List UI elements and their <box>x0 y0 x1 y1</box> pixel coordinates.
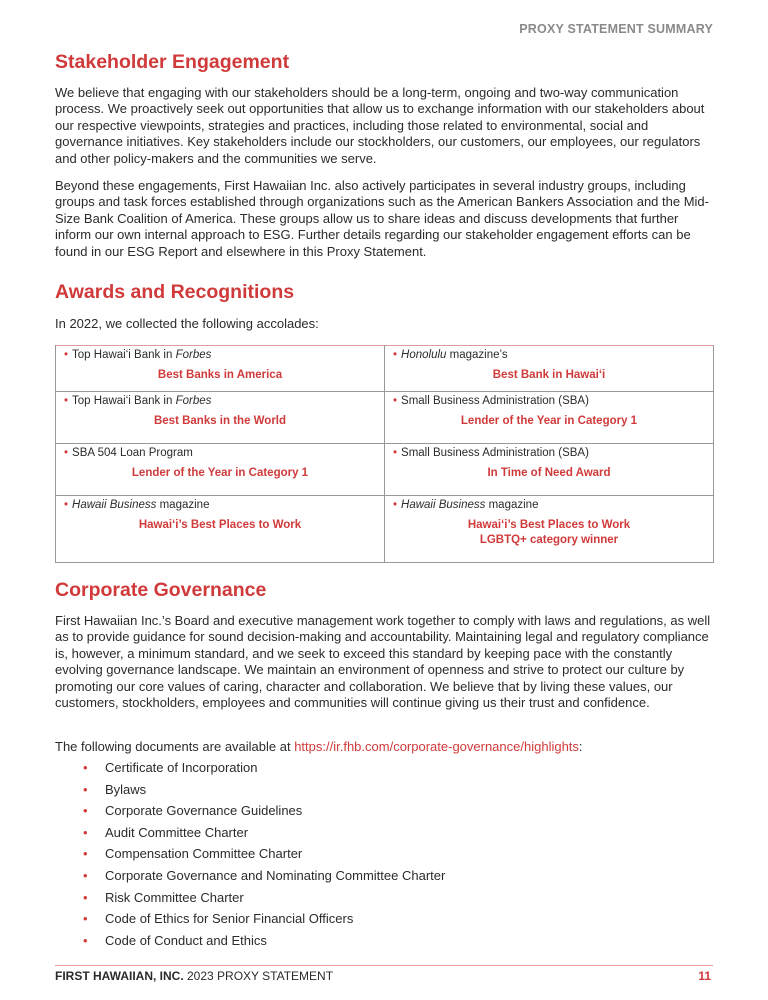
bullet-icon: • <box>393 447 398 459</box>
text: SBA 504 Loan Program <box>72 447 193 459</box>
bullet-icon: • <box>83 781 88 797</box>
award-source <box>64 499 376 511</box>
governance-link[interactable]: https://ir.fhb.com/corporate-governance/highlights <box>294 739 579 754</box>
award-cell <box>56 392 385 444</box>
bullet-icon: • <box>83 911 88 927</box>
award-source <box>393 499 705 511</box>
award-title <box>393 414 705 429</box>
award-name: LGBTQ+ category winner <box>479 534 619 546</box>
award-name: Best Banks in America <box>157 369 283 381</box>
award-title <box>64 414 376 429</box>
heading-stakeholder-engagement: Stakeholder Engagement <box>55 51 290 73</box>
award-title <box>64 518 376 533</box>
bullet-icon: • <box>83 803 88 819</box>
heading-awards: Awards and Recognitions <box>55 281 295 303</box>
paragraph: First Hawaiian Inc.’s Board and executive management work together to comply with laws and regulations, as well as to provide guidance for sound decision-making and accountability. Maintaining legal and regulatory compliance is, however, a minimum standard, and we seek to exceed this standard by keeping pace with the constantly evolving governance landscape. We maintain an environment of openness and strive to protect our culture by promoting our core values of caring, character and collaboration. We believe that by living these values, our customers, stockholders, employees and communities will continue giving us their trust and confidence. <box>55 613 711 711</box>
text: Small Business Administration (SBA) <box>401 447 589 459</box>
text: Top Hawai‘i Bank in <box>72 395 176 407</box>
award-source <box>64 349 376 361</box>
text: Hawaii Business <box>401 499 486 511</box>
bullet-icon: • <box>83 846 88 862</box>
awards-table <box>55 345 714 563</box>
award-source <box>393 395 705 407</box>
bullet-icon: • <box>83 932 88 948</box>
bullet-icon: • <box>83 824 88 840</box>
award-title <box>393 368 705 383</box>
document-name: Bylaws <box>105 781 147 797</box>
bullet-icon: • <box>64 349 69 361</box>
text: magazine’s <box>446 349 508 361</box>
award-source <box>64 395 376 407</box>
award-cell <box>385 496 714 563</box>
document-name: Risk Committee Charter <box>105 889 244 905</box>
text: Top Hawai‘i Bank in <box>72 349 176 361</box>
footer <box>55 965 713 983</box>
award-cell <box>385 392 714 444</box>
document-item <box>83 868 445 890</box>
award-name: Best Banks in the World <box>153 415 287 427</box>
document-item <box>83 890 445 912</box>
award-source <box>393 349 705 361</box>
document-item <box>83 846 445 868</box>
award-cell <box>56 346 385 392</box>
paragraph: We believe that engaging with our stakeholders should be a long-term, ongoing and two-way communication process. We proactively seek out opportunities that allow us to exchange information with our stakeholders about our respective viewpoints, strategies and practices, including those related to environmental, social and governance initiatives. Key stakeholders include our stockholders, our customers, our employees, our regulators and other policy-makers and the communities we serve. <box>55 85 705 166</box>
document-name: Compensation Committee Charter <box>105 846 303 862</box>
bullet-icon: • <box>393 349 398 361</box>
paragraph: Beyond these engagements, First Hawaiian Inc. also actively participates in several industry groups, including groups and task forces established through organizations such as the American Bankers Association and the Mid-Size Bank Coalition of America. These groups allow us to share ideas and discuss developments that further inform our own internal approach to ESG. Further details regarding our stakeholder engagement efforts can be found in our ESG Report and elsewhere in this Proxy Statement. <box>55 178 709 259</box>
document-item <box>83 933 445 955</box>
text: Small Business Administration (SBA) <box>401 395 589 407</box>
award-title <box>64 466 376 481</box>
document-item <box>83 825 445 847</box>
text: magazine <box>156 499 210 511</box>
document-name: Code of Ethics for Senior Financial Officers <box>105 911 354 927</box>
bullet-icon: • <box>64 447 69 459</box>
document-item <box>83 760 445 782</box>
awards-intro: In 2022, we collected the following accolades: <box>55 316 319 331</box>
documents-list <box>83 760 445 954</box>
award-cell <box>385 444 714 496</box>
document-name: Code of Conduct and Ethics <box>105 932 267 948</box>
bullet-icon: • <box>393 395 398 407</box>
bullet-icon: • <box>393 499 398 511</box>
award-name: Best Bank in Hawai‘i <box>492 369 606 381</box>
award-title <box>393 518 705 548</box>
award-cell <box>56 444 385 496</box>
document-name: Audit Committee Charter <box>105 824 249 840</box>
bullet-icon: • <box>64 499 69 511</box>
award-title <box>64 368 376 383</box>
heading-corporate-governance: Corporate Governance <box>55 579 267 601</box>
text: magazine <box>485 499 539 511</box>
bullet-icon: • <box>83 867 88 883</box>
bullet-icon: • <box>83 889 88 905</box>
text: : <box>578 739 583 754</box>
text: Hawaii Business <box>72 499 157 511</box>
award-name: Hawai‘i’s Best Places to Work <box>467 519 631 531</box>
award-source <box>393 447 705 459</box>
document-item <box>83 782 445 804</box>
text: Forbes <box>175 349 212 361</box>
award-title <box>393 466 705 481</box>
documents-intro <box>55 739 717 755</box>
document-name: Corporate Governance Guidelines <box>105 803 303 819</box>
award-name: Lender of the Year in Category 1 <box>460 415 638 427</box>
running-header: PROXY STATEMENT SUMMARY <box>519 22 713 36</box>
award-source <box>64 447 376 459</box>
footer-company: FIRST HAWAIIAN, INC. <box>55 969 184 983</box>
document-name: Certificate of Incorporation <box>105 760 258 775</box>
bullet-icon: • <box>64 395 69 407</box>
bullet-icon: • <box>83 760 88 775</box>
award-name: Hawai‘i’s Best Places to Work <box>138 519 302 531</box>
award-name: Lender of the Year in Category 1 <box>131 467 309 479</box>
award-cell <box>385 346 714 392</box>
text: Forbes <box>175 395 212 407</box>
page-number: 11 <box>698 969 711 983</box>
text: Honolulu <box>401 349 447 361</box>
award-name: In Time of Need Award <box>487 467 611 479</box>
award-cell <box>56 496 385 563</box>
text: The following documents are available at <box>55 739 295 754</box>
document-name: Corporate Governance and Nominating Committee Charter <box>105 867 446 883</box>
footer-doc: 2023 PROXY STATEMENT <box>183 969 334 983</box>
document-item <box>83 803 445 825</box>
document-item <box>83 911 445 933</box>
